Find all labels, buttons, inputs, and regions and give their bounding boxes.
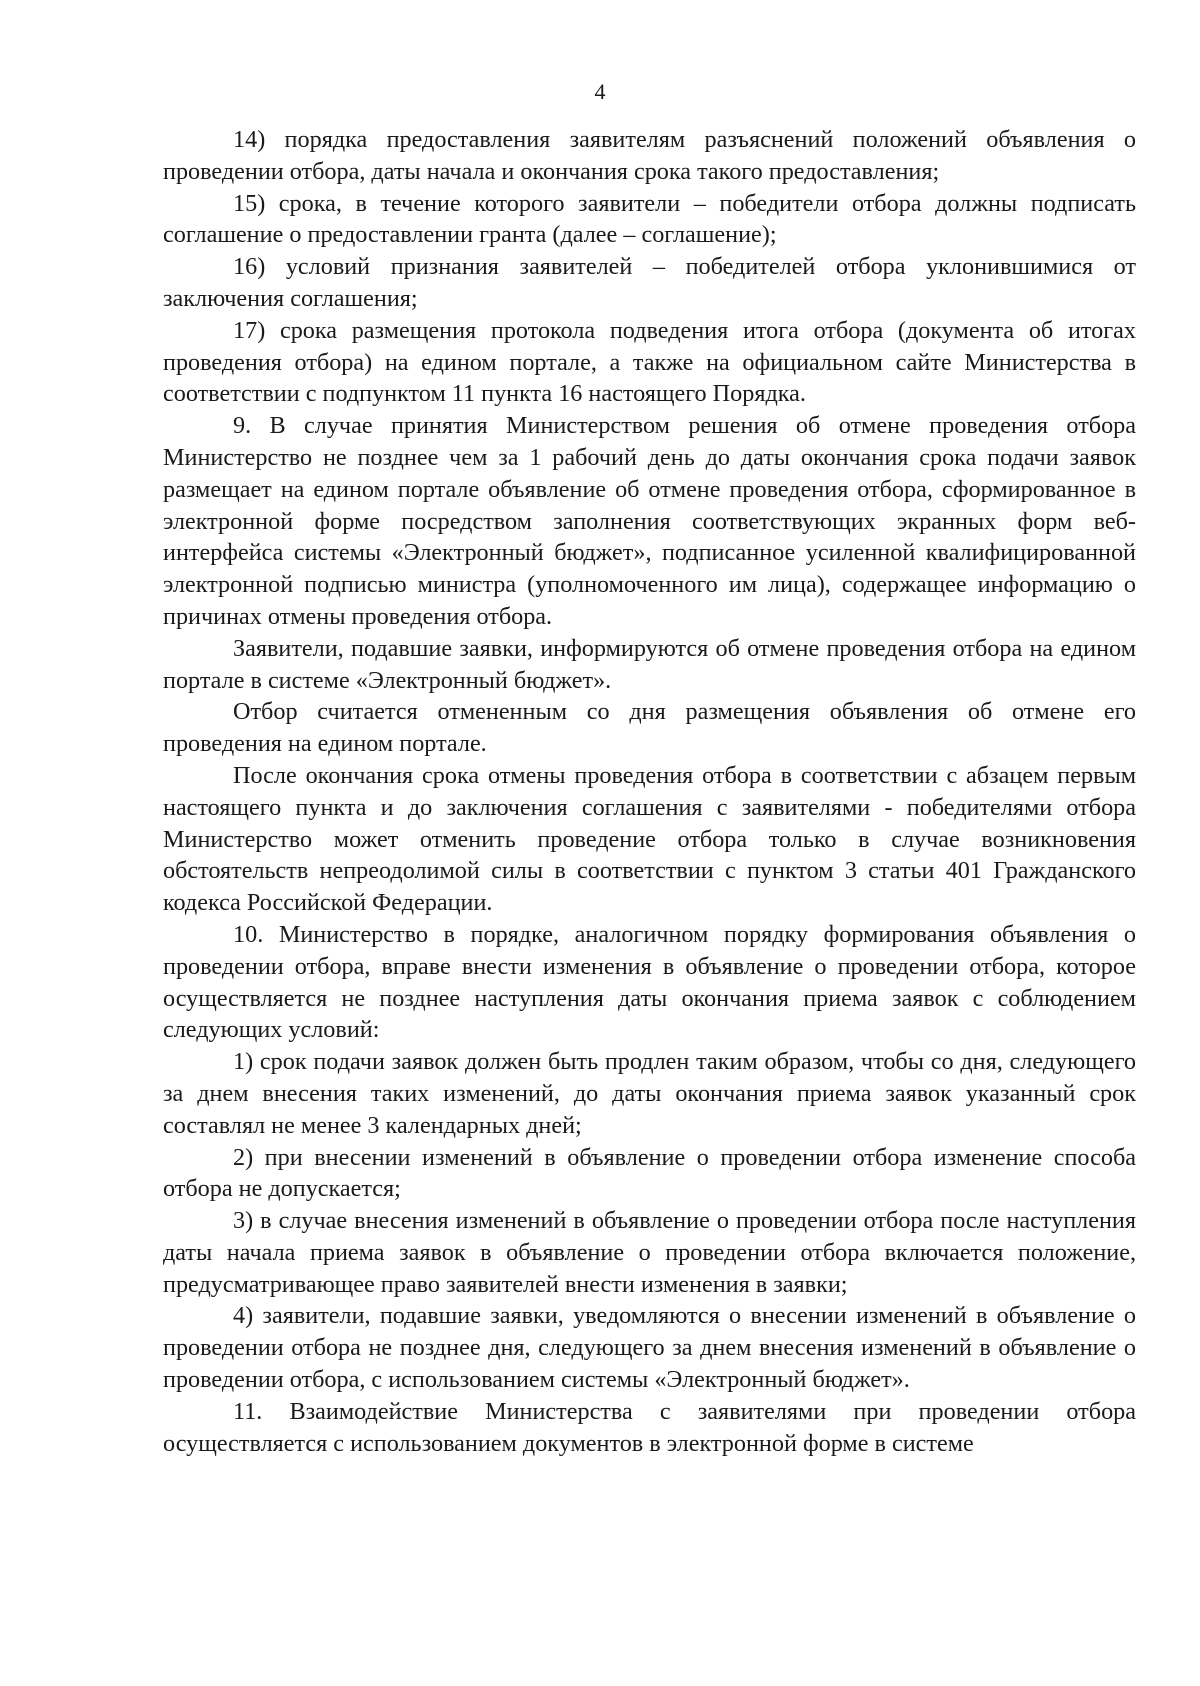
paragraph-clause-10: 10. Министерство в порядке, аналогичном порядку формирования объявления о проведении отбора, вправе внести изменения в объявление о проведении отбора, которое осуществляется не позднее наступления даты окончания приема заявок с соблюдением следующих условий: — [163, 920, 1136, 1044]
paragraph-clause-11: 11. Взаимодействие Министерства с заявителями при проведении отбора осуществляется с использованием документов в электронной форме в системе — [163, 1397, 1136, 1457]
paragraph-condition-2: 2) при внесении изменений в объявление о проведении отбора изменение способа отбора не допускается; — [163, 1143, 1136, 1203]
paragraph-item-15: 15) срока, в течение которого заявители – победители отбора должны подписать соглашение о предоставлении гранта (далее – соглашение); — [163, 189, 1136, 249]
paragraph-item-16: 16) условий признания заявителей – победителей отбора уклонившимися от заключения соглашения; — [163, 253, 1136, 312]
paragraph-condition-4: 4) заявители, подавшие заявки, уведомляются о внесении изменений в объявление о проведении отбора не позднее дня, следующего за днем внесения изменений в объявление о проведении отбора, с использованием системы «Электронный бюджет». — [163, 1302, 1136, 1394]
paragraph-item-14: 14) порядка предоставления заявителям разъяснений положений объявления о проведении отбора, даты начала и окончания срока такого предоставления; — [163, 126, 1136, 185]
paragraph-item-17: 17) срока размещения протокола подведения итога отбора (документа об итогах проведения отбора) на едином портале, а также на официальном сайте Министерства в соответствии с подпунктом 11 пункта 16 настоящего Порядка. — [163, 316, 1136, 408]
paragraph-clause-9-applicants: Заявители, подавшие заявки, информируются об отмене проведения отбора на едином портале в системе «Электронный бюджет». — [163, 634, 1136, 694]
document-body — [163, 124, 1136, 1459]
paragraph-clause-9-force-majeure: После окончания срока отмены проведения отбора в соответствии с абзацем первым настоящего пункта и до заключения соглашения с заявителями - победителями отбора Министерство может отменить проведение отбора только в случае возникновения обстоятельств непреодолимой силы в соответствии с пунктом 3 статьи 401 Гражданского кодекса Российской Федерации. — [163, 761, 1136, 917]
paragraph-clause-9: 9. В случае принятия Министерством решения об отмене проведения отбора Министерство не позднее чем за 1 рабочий день до даты окончания срока подачи заявок размещает на едином портале объявление об отмене проведения отбора, сформированное в электронной форме посредством заполнения соответствующих экранных форм веб-интерфейса системы «Электронный бюджет», подписанное усиленной квалифицированной электронной подписью министра (уполномоченного им лица), содержащее информацию о причинах отмены проведения отбора. — [163, 412, 1136, 630]
page-number: 4 — [594, 79, 606, 104]
paragraph-condition-3: 3) в случае внесения изменений в объявление о проведении отбора после наступления даты начала приема заявок в объявление о проведении отбора включается положение, предусматривающее право заявителей внести изменения в заявки; — [163, 1207, 1136, 1298]
paragraph-condition-1: 1) срок подачи заявок должен быть продлен таким образом, чтобы со дня, следующего за днем внесения таких изменений, до даты окончания приема заявок указанный срок составлял не менее 3 календарных дней; — [163, 1048, 1136, 1139]
paragraph-clause-9-cancelled: Отбор считается отмененным со дня размещения объявления об отмене его проведения на едином портале. — [163, 698, 1136, 758]
